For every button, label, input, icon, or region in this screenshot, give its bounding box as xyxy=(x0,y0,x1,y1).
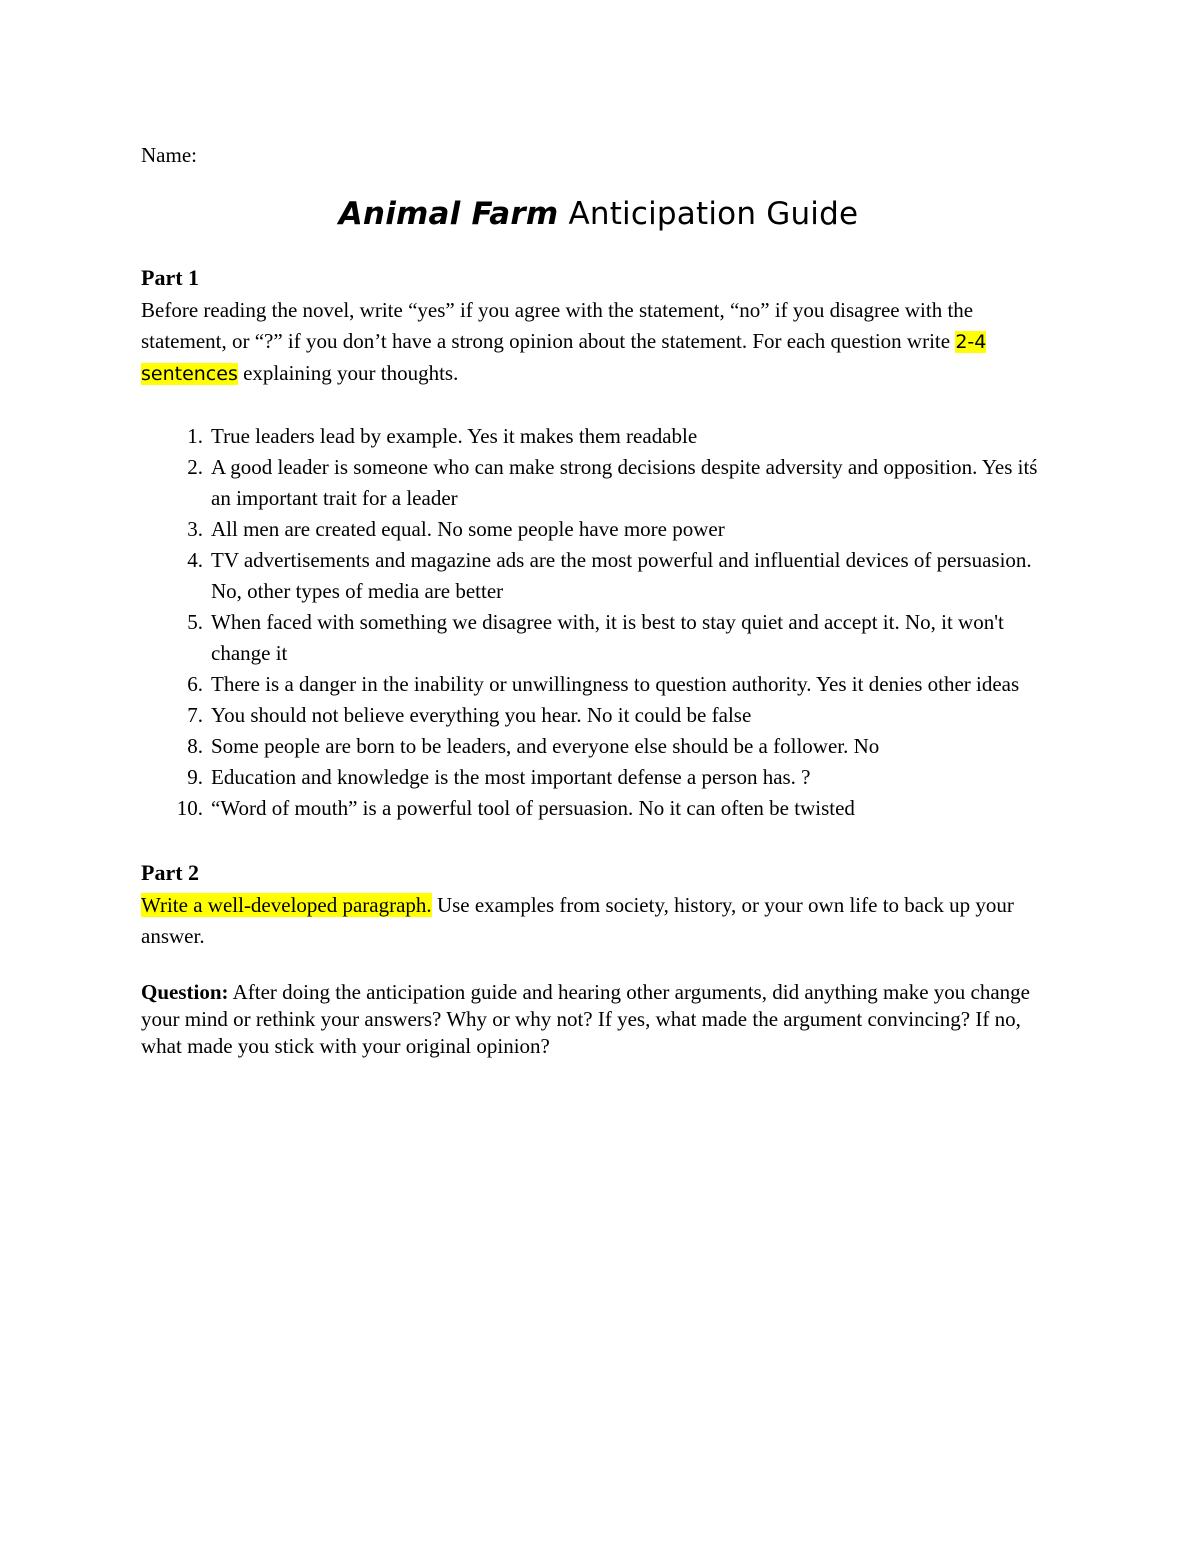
list-item-number: 5. xyxy=(187,610,203,634)
part1-instructions-highlight: 2-4 sentences xyxy=(141,331,987,385)
document-page xyxy=(141,140,1056,1060)
list-item-number: 4. xyxy=(187,548,203,572)
list-item xyxy=(141,607,1056,669)
page-title xyxy=(141,194,1056,234)
part1-heading: Part 1 xyxy=(141,265,200,290)
statement-list xyxy=(141,421,1056,824)
list-item xyxy=(141,514,1056,545)
list-item-text: You should not believe everything you hear. No it could be false xyxy=(211,703,752,727)
list-item-number: 1. xyxy=(187,424,203,448)
list-item-text: “Word of mouth” is a powerful tool of persuasion. No it can often be twisted xyxy=(211,796,855,820)
list-item xyxy=(141,793,1056,824)
part2-instructions-highlight: Write a well-developed paragraph. xyxy=(141,893,432,917)
list-item-text: Some people are born to be leaders, and everyone else should be a follower. No xyxy=(211,734,880,758)
list-item xyxy=(141,545,1056,607)
question-label: Question: xyxy=(141,980,229,1004)
list-item-number: 8. xyxy=(187,734,203,758)
title-book-name: Animal Farm xyxy=(338,196,559,232)
list-item-text: Education and knowledge is the most important defense a person has. ? xyxy=(211,765,811,789)
list-item-number: 3. xyxy=(187,517,203,541)
list-item xyxy=(141,452,1056,514)
list-item-text: All men are created equal. No some people have more power xyxy=(211,517,725,541)
part1-instructions-before: Before reading the novel, write “yes” if you agree with the statement, “no” if you disagree with the statement, or “?” if you don’t have a strong opinion about the statement. For each question write xyxy=(141,298,974,353)
list-item xyxy=(141,762,1056,793)
list-item-number: 2. xyxy=(187,455,203,479)
part1-instructions xyxy=(141,295,1056,390)
list-item xyxy=(141,421,1056,452)
list-item-number: 7. xyxy=(187,703,203,727)
list-item xyxy=(141,700,1056,731)
list-item xyxy=(141,731,1056,762)
part1-instructions-after: explaining your thoughts. xyxy=(237,361,459,385)
name-label: Name: xyxy=(141,143,197,167)
list-item-text: A good leader is someone who can make strong decisions despite adversity and opposition. Yes itś an important trait for a leader xyxy=(211,455,1038,510)
question-paragraph xyxy=(141,979,1056,1060)
part2-heading: Part 2 xyxy=(141,860,200,885)
list-item-number: 10. xyxy=(176,796,203,820)
part2-instructions xyxy=(141,890,1056,952)
list-item-text: When faced with something we disagree with, it is best to stay quiet and accept it. No, it won't change it xyxy=(211,610,1004,665)
list-item-text: True leaders lead by example. Yes it makes them readable xyxy=(211,424,698,448)
part2-instructions-after: Use examples from society, history, or your own life to back up your answer. xyxy=(141,893,1014,948)
list-item xyxy=(141,669,1056,700)
question-text: After doing the anticipation guide and hearing other arguments, did anything make you change your mind or rethink your answers? Why or why not? If yes, what made the argument convincing? If no, what made you stick with your original opinion? xyxy=(141,980,1030,1058)
list-item-number: 9. xyxy=(187,765,203,789)
list-item-text: There is a danger in the inability or unwillingness to question authority. Yes it denies other ideas xyxy=(211,672,1020,696)
list-item-text: TV advertisements and magazine ads are the most powerful and influential devices of persuasion. No, other types of media are better xyxy=(211,548,1032,603)
list-item-number: 6. xyxy=(187,672,203,696)
title-rest: Anticipation Guide xyxy=(558,196,859,232)
